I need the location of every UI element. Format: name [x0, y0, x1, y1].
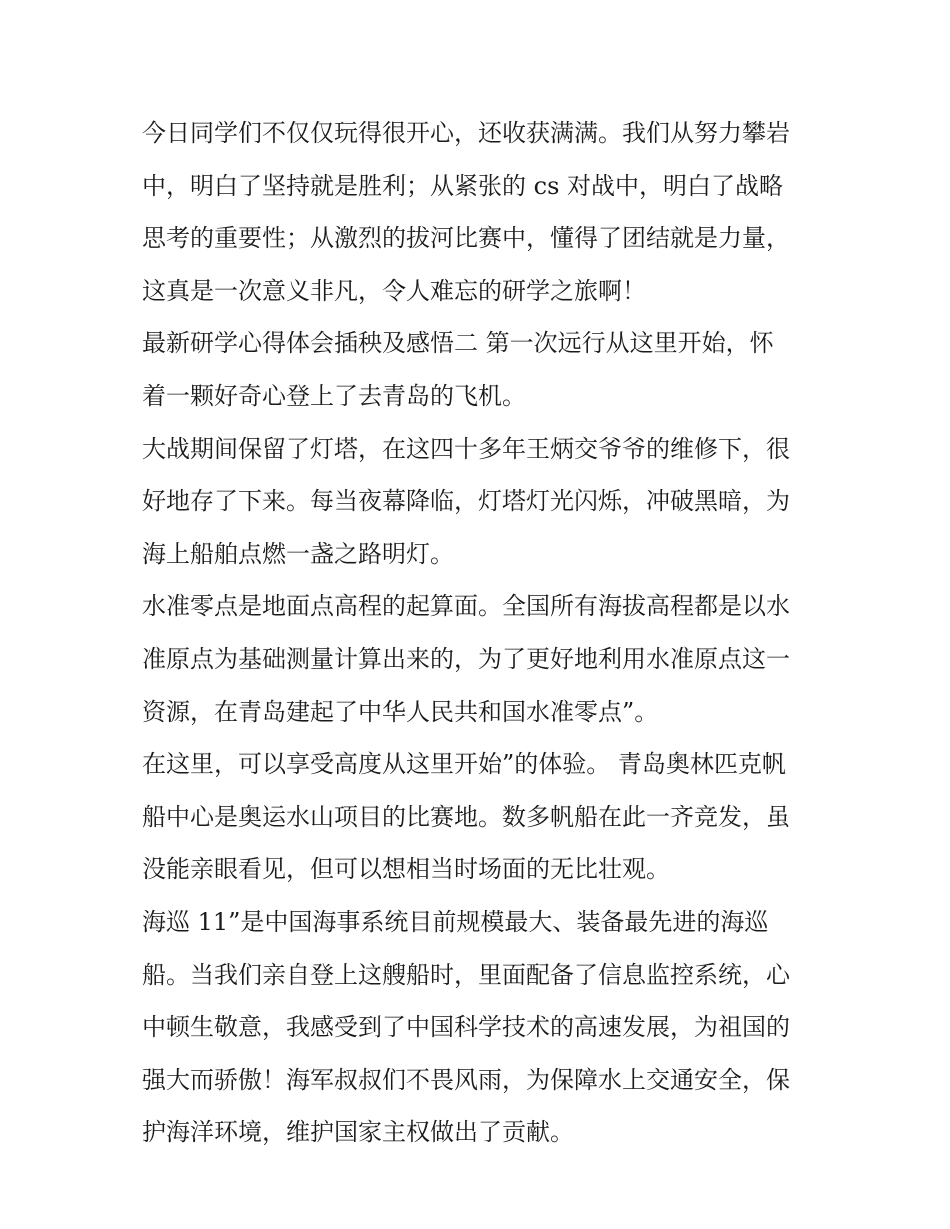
- text-line: 海巡 11”是中国海事系统目前规模最大、装备最先进的海巡: [142, 907, 769, 936]
- text-line: 船。当我们亲自登上这艘船时，里面配备了信息监控系统，心: [142, 960, 790, 989]
- text-line: 水准零点是地面点高程的起算面。全国所有海拔高程都是以水: [142, 592, 790, 621]
- text-line: 强大而骄傲！海军叔叔们不畏风雨，为保障水上交通安全，保: [142, 1065, 790, 1094]
- text-line: 大战期间保留了灯塔，在这四十多年王炳交爷爷的维修下，很: [142, 434, 790, 463]
- text-line: 思考的重要性；从激烈的拔河比赛中，懂得了团结就是力量，: [142, 224, 790, 253]
- text-line: 好地存了下来。每当夜幕降临，灯塔灯光闪烁，冲破黑暗，为: [142, 487, 790, 516]
- text-line: 在这里，可以享受高度从这里开始”的体验。 青岛奥林匹克帆: [142, 750, 786, 779]
- text-line: 这真是一次意义非凡，令人难忘的研学之旅啊！: [142, 276, 646, 305]
- text-line: 最新研学心得体会插秧及感悟二 第一次远行从这里开始，怀: [142, 329, 774, 358]
- text-line: 护海洋环境，维护国家主权做出了贡献。: [142, 1118, 574, 1147]
- text-line: 今日同学们不仅仅玩得很开心，还收获满满。我们从努力攀岩: [142, 119, 790, 147]
- text-line: 没能亲眼看见，但可以想相当时场面的无比壮观。: [142, 855, 670, 884]
- text-line: 船中心是奥运水山项目的比赛地。数多帆船在此一齐竞发，虽: [142, 802, 790, 831]
- text-line: 中顿生敬意，我感受到了中国科学技术的高速发展，为祖国的: [142, 1013, 790, 1042]
- text-line: 中，明白了坚持就是胜利；从紧张的 cs 对战中，明白了战略: [142, 171, 784, 200]
- text-line: 资源，在青岛建起了中华人民共和国水准零点”。: [142, 697, 659, 726]
- text-line: 海上船舶点燃一盏之路明灯。: [142, 539, 454, 568]
- text-line: 准原点为基础测量计算出来的，为了更好地利用水准原点这一: [142, 644, 790, 673]
- text-line: 着一颗好奇心登上了去青岛的飞机。: [142, 381, 526, 410]
- body-text: [142, 107, 822, 1159]
